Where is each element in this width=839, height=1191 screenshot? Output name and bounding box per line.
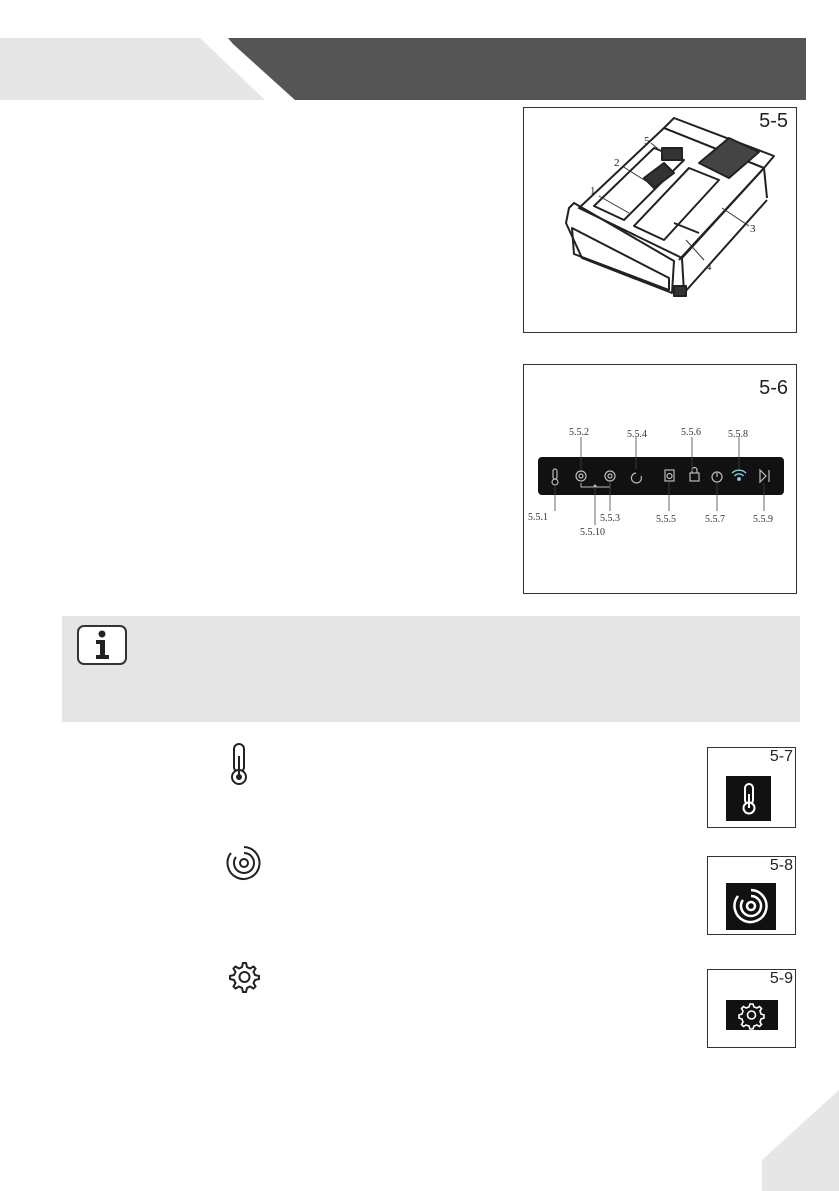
callout-5-5-2: 5.5.2 bbox=[569, 427, 589, 438]
figure-5-8 bbox=[707, 856, 796, 935]
figure-5-7 bbox=[707, 747, 796, 828]
callout-5-5-6: 5.5.6 bbox=[681, 427, 701, 438]
drawer-illustration bbox=[524, 108, 796, 332]
figure-5-6 bbox=[523, 364, 797, 594]
figure-label: 5-6 bbox=[759, 377, 788, 399]
callout-5-5-1: 5.5.1 bbox=[528, 512, 548, 523]
figure-5-9 bbox=[707, 969, 796, 1048]
figure-label: 5-7 bbox=[769, 748, 793, 765]
callout-5-5-3: 5.5.3 bbox=[600, 513, 620, 524]
figure-label: 5-8 bbox=[769, 857, 793, 874]
callout-5-5-5: 5.5.5 bbox=[656, 514, 676, 525]
spin-icon bbox=[726, 883, 776, 930]
callout-1: 1 bbox=[590, 185, 596, 197]
callout-5: 5 bbox=[644, 135, 650, 147]
info-note bbox=[62, 616, 800, 722]
figure-label: 5-9 bbox=[769, 970, 793, 987]
callout-2: 2 bbox=[614, 157, 620, 169]
spin-icon bbox=[226, 845, 262, 881]
gear-tile bbox=[726, 1000, 778, 1030]
header-light-tab bbox=[0, 38, 265, 100]
thermometer-icon bbox=[226, 742, 252, 786]
callout-4: 4 bbox=[706, 261, 712, 273]
page-corner-tab bbox=[750, 1090, 839, 1191]
header-dark-tab bbox=[228, 38, 806, 100]
callout-5-5-9: 5.5.9 bbox=[753, 514, 773, 525]
callout-3: 3 bbox=[750, 223, 756, 235]
gear-icon bbox=[226, 960, 260, 994]
spin-tile bbox=[726, 883, 776, 930]
callout-5-5-7: 5.5.7 bbox=[705, 514, 725, 525]
callout-5-5-10: 5.5.10 bbox=[580, 527, 605, 538]
figure-5-5 bbox=[523, 107, 797, 333]
callout-5-5-4: 5.5.4 bbox=[627, 429, 647, 440]
control-panel-illustration bbox=[524, 365, 796, 593]
thermometer-icon bbox=[726, 776, 771, 821]
thermometer-tile bbox=[726, 776, 771, 821]
header-banner bbox=[0, 0, 839, 110]
callout-5-5-8: 5.5.8 bbox=[728, 429, 748, 440]
info-icon bbox=[77, 625, 127, 665]
gear-icon bbox=[726, 1000, 778, 1030]
panel-strip bbox=[538, 457, 784, 495]
figure-label: 5-5 bbox=[759, 110, 788, 132]
